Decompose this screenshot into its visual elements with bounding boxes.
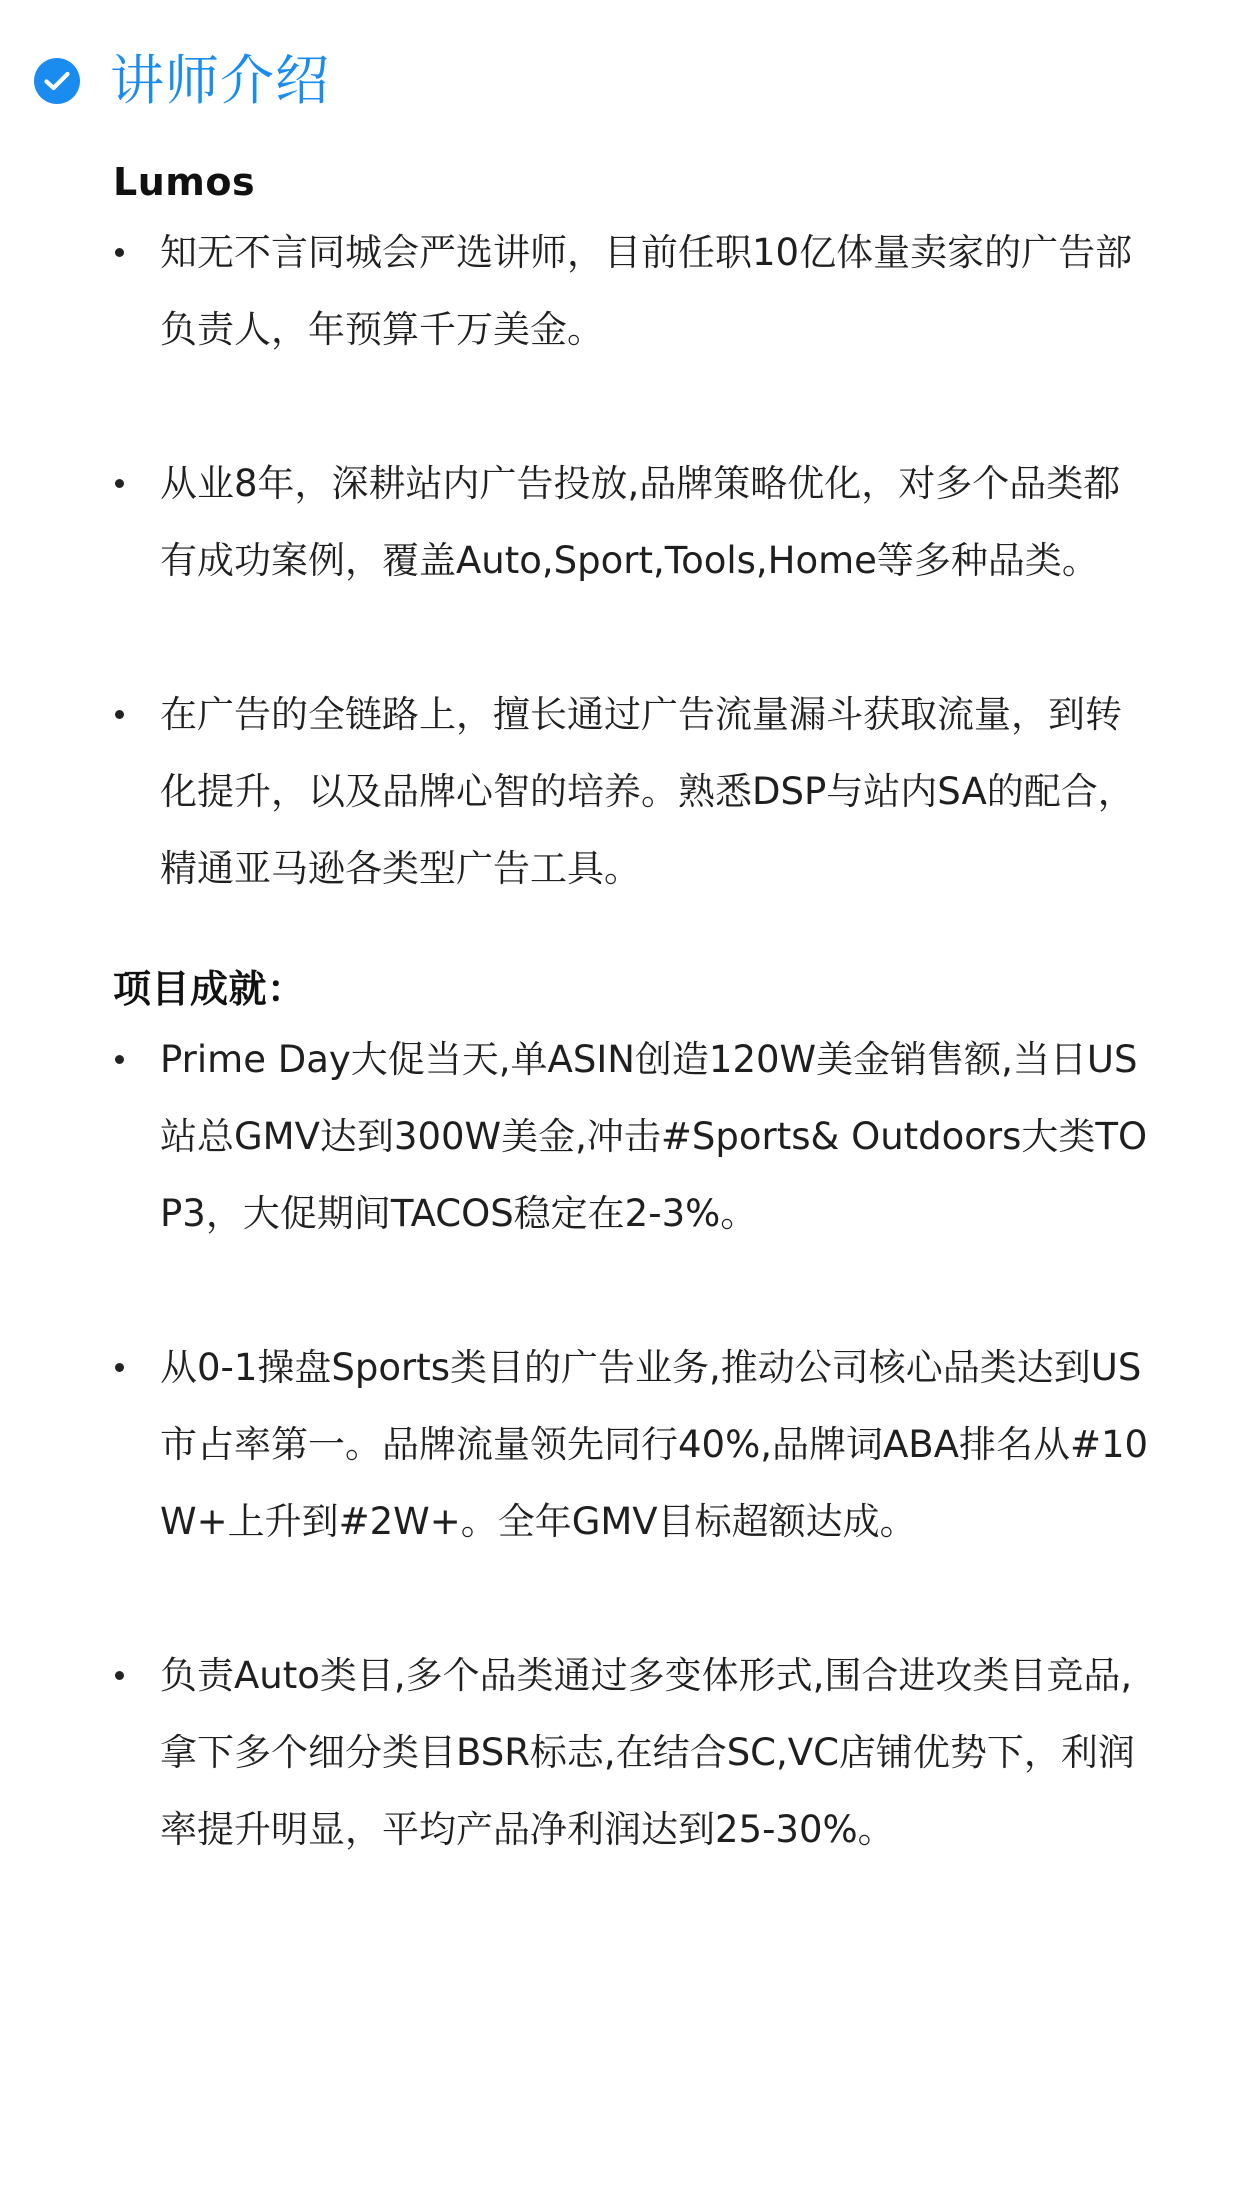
projects-heading: 项目成就： [113,967,306,1011]
instructor-content [113,150,1153,1868]
bullet-dot [115,1055,124,1064]
bio-item [113,676,1153,907]
project-item-text: 从0-1操盘Sports类目的广告业务,推动公司核心品类达到US市占率第一。品牌流量领先同行40%,品牌词ABA排名从#10W+上升到#2W+。全年GMV目标超额达成。 [160,1346,1149,1543]
section-header [34,46,330,116]
project-item-text: 负责Auto类目,多个品类通过多变体形式,围合进攻类目竞品,拿下多个细分类目BSR标志,在结合SC,VC店铺优势下，利润率提升明显，平均产品净利润达到25-30%。 [160,1654,1135,1851]
project-item [113,1637,1153,1868]
bullet-dot [115,710,124,719]
projects-list [113,1021,1153,1868]
bio-item-text: 从业8年，深耕站内广告投放,品牌策略优化，对多个品类都有成功案例，覆盖Auto,Sport,Tools,Home等多种品类。 [160,462,1121,582]
instructor-name: Lumos [113,160,256,204]
bullet-dot [115,1671,124,1680]
bio-item [113,445,1153,599]
section-title: 讲师介绍 [110,49,330,112]
bio-item [113,214,1153,368]
bullet-dot [115,479,124,488]
bio-item-text: 在广告的全链路上，擅长通过广告流量漏斗获取流量，到转化提升，以及品牌心智的培养。熟悉DSP与站内SA的配合，精通亚马逊各类型广告工具。 [160,693,1135,890]
bullet-dot [115,248,124,257]
project-item [113,1329,1153,1560]
bio-item-text: 知无不言同城会严选讲师，目前任职10亿体量卖家的广告部负责人，年预算千万美金。 [160,231,1133,351]
project-item [113,1021,1153,1252]
bullet-dot [115,1363,124,1372]
bio-list [113,214,1153,907]
check-circle-icon [34,58,80,104]
project-item-text: Prime Day大促当天,单ASIN创造120W美金销售额,当日US站总GMV达到300W美金,冲击#Sports& Outdoors大类TOP3，大促期间TACOS稳定在2-3%。 [160,1038,1148,1235]
